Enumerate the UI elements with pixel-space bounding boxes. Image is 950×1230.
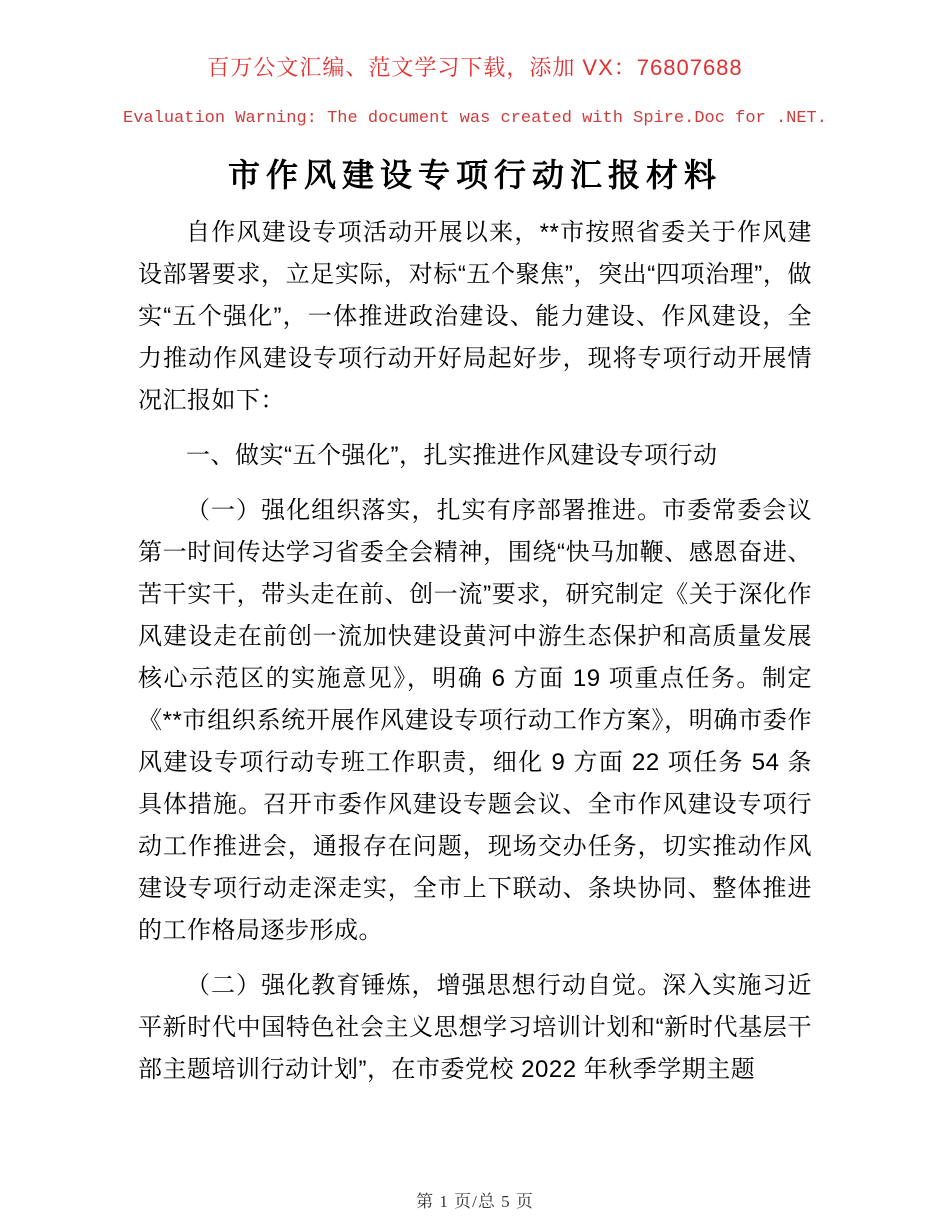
paragraph-intro: 自作风建设专项活动开展以来，**市按照省委关于作风建设部署要求，立足实际，对标“五个聚焦”，突出“四项治理”，做实“五个强化”，一体推进政治建设、能力建设、作风建设，全力推动作风建设专项行动开好局起好步，现将专项行动开展情况汇报如下： [138, 219, 812, 414]
evaluation-warning-text: Evaluation Warning: The document was created with Spire.Doc for .NET. [123, 109, 827, 128]
promo-header-text: 百万公文汇编、范文学习下载，添加 VX：76807688 [207, 55, 743, 80]
page-number-indicator: 第 1 页/总 5 页 [416, 1192, 534, 1211]
paragraph-section-1-2: （二）强化教育锤炼，增强思想行动自觉。深入实施习近平新时代中国特色社会主义思想学习培训计划和“新时代基层干部主题培训行动计划”，在市委党校 2022 年秋季学期主题 [138, 972, 812, 1083]
section-heading-1: 一、做实“五个强化”，扎实推进作风建设专项行动 [186, 442, 718, 469]
document-page [0, 54, 950, 1230]
paragraph-section-1-1: （一）强化组织落实，扎实有序部署推进。市委常委会议第一时间传达学习省委全会精神，围绕“快马加鞭、感恩奋进、苦干实干，带头走在前、创一流”要求，研究制定《关于深化作风建设走在前创一流加快建设黄河中游生态保护和高质量发展核心示范区的实施意见》，明确 6 方面 19 项重点任务。制定《**市组织系统开展作风建设专项行动工作方案》，明确市委作风建设专项行动专班工作职责，细化 9 方面 22 项任务 54 条具体措施。召开市委作风建设专题会议、全市作风建设专项行动工作推进会，通报存在问题，现场交办任务，切实推动作风建设专项行动走深走实，全市上下联动、条块协同、整体推进的工作格局逐步形成。 [138, 497, 812, 944]
document-title: 市作风建设专项行动汇报材料 [227, 157, 722, 193]
document-body [138, 212, 812, 1091]
